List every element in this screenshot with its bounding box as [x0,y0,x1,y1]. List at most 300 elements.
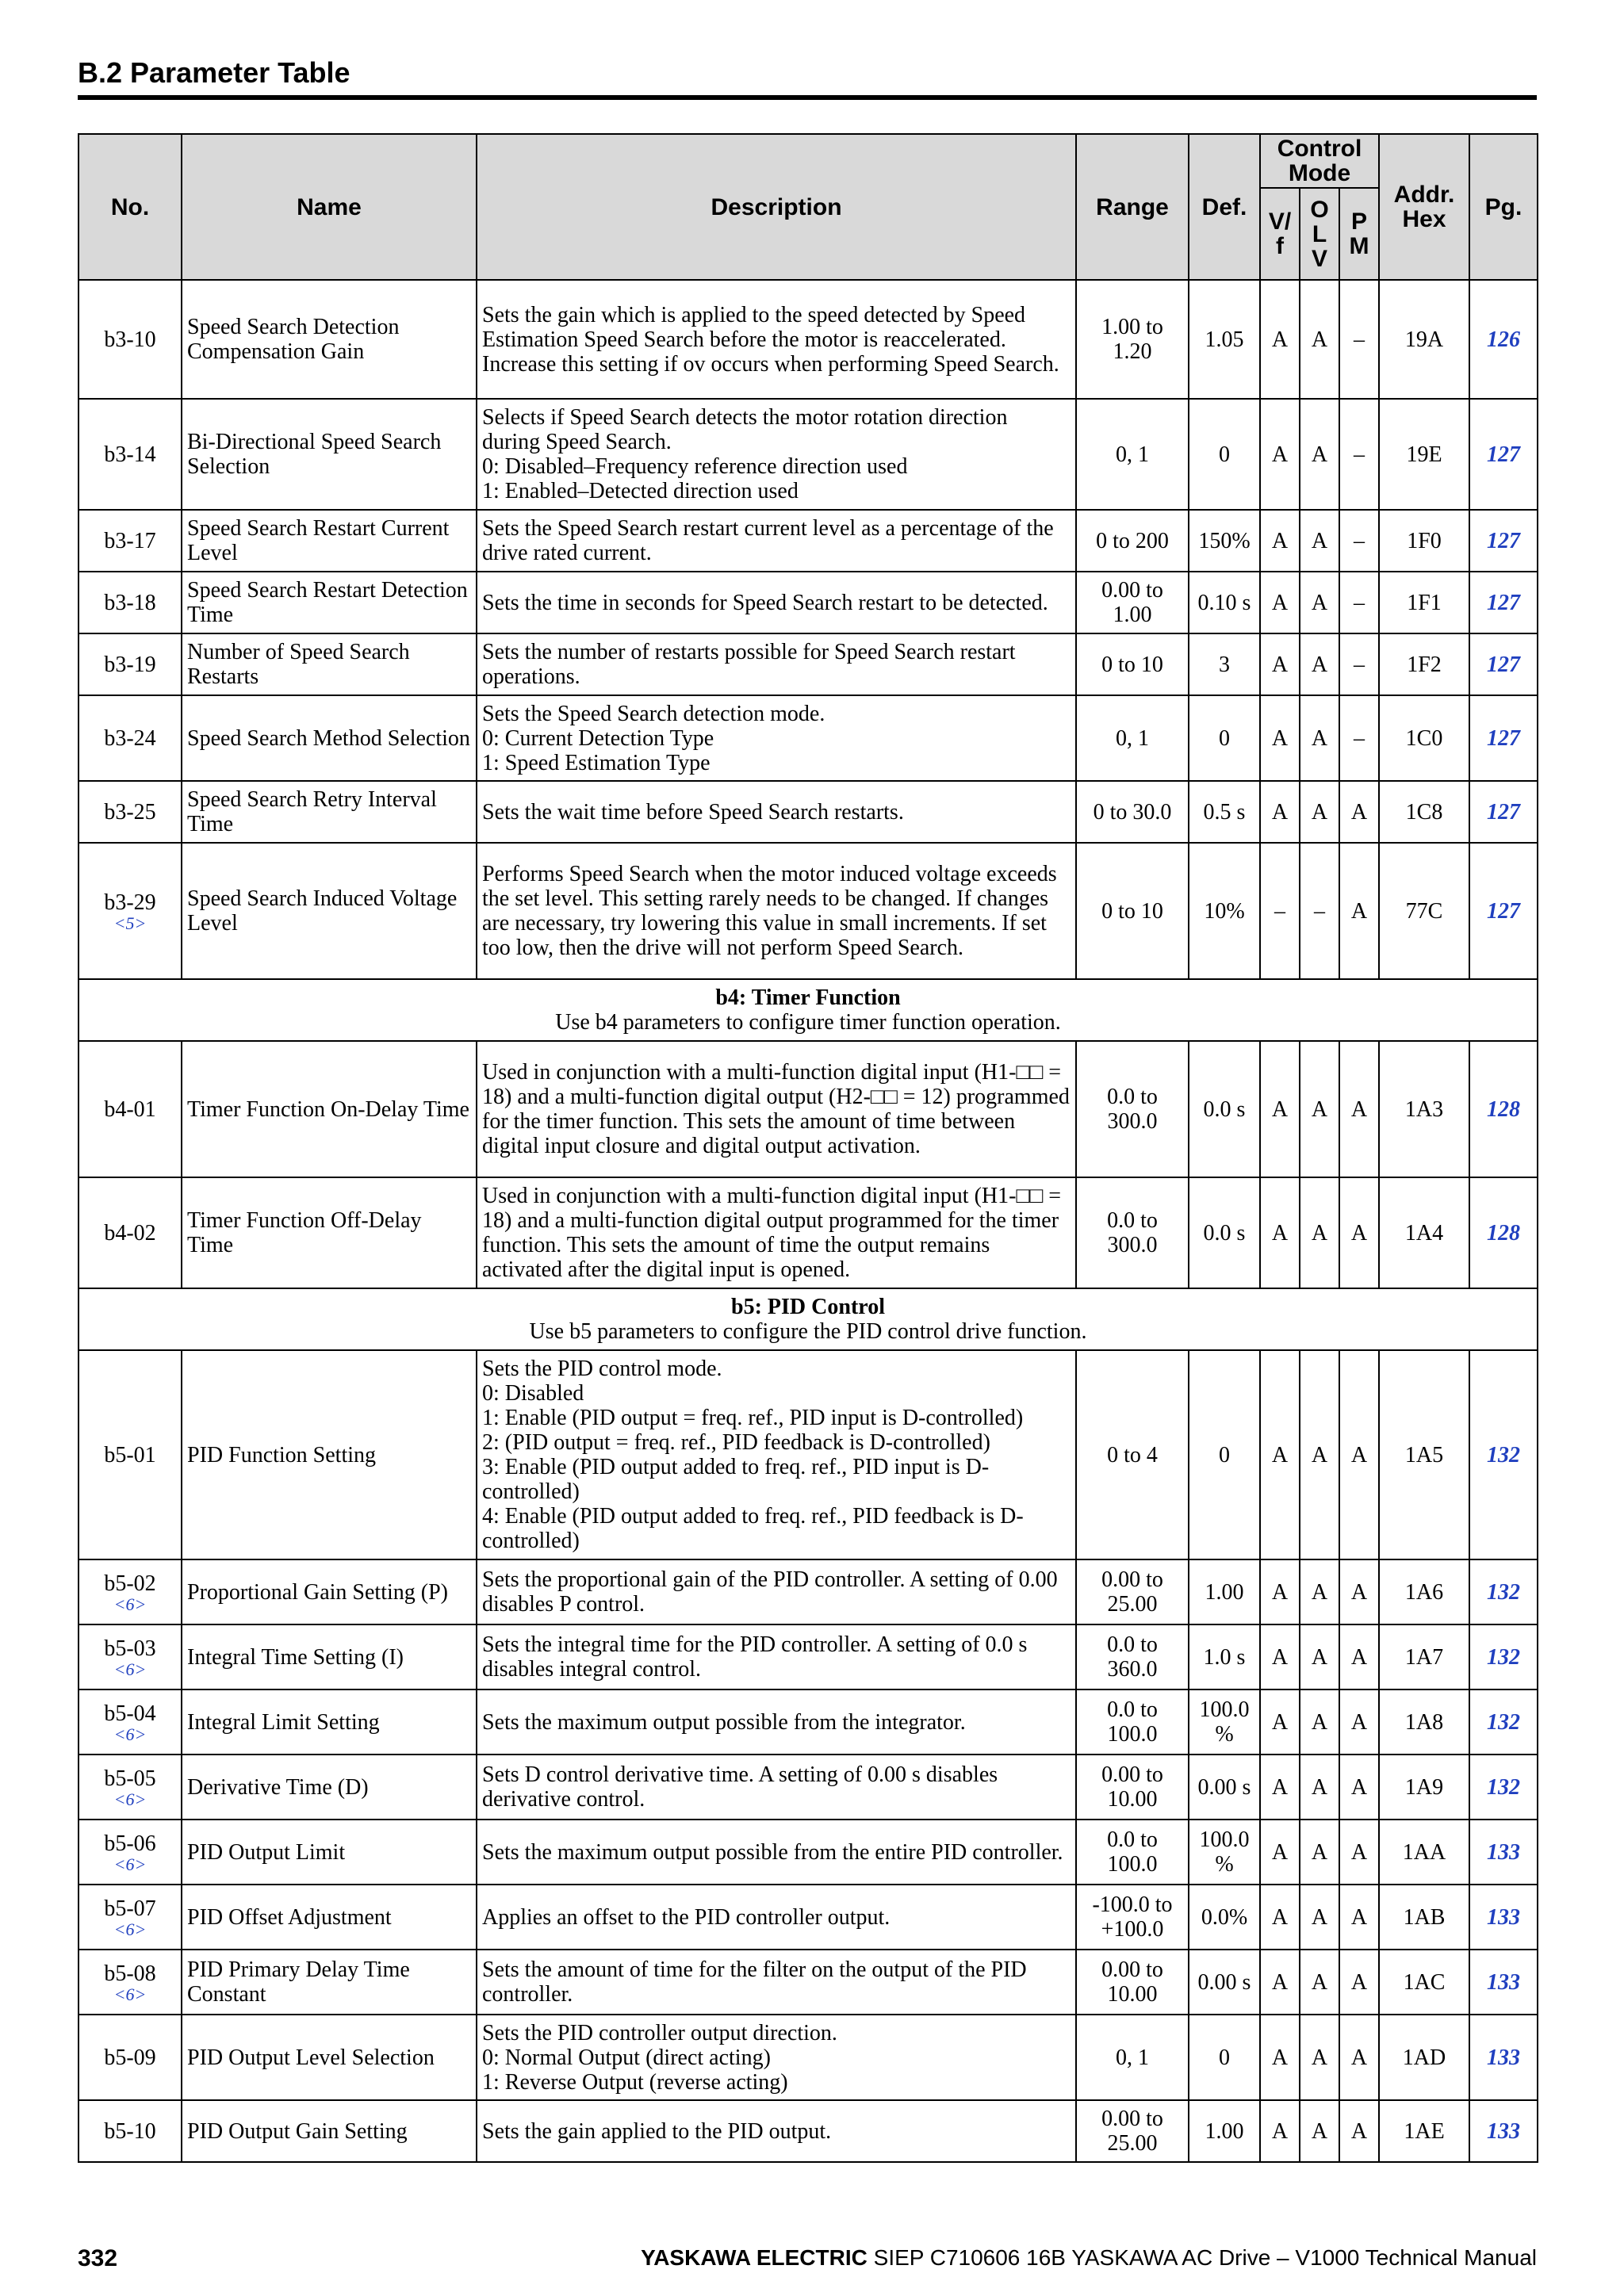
cell-range: 0.0 to 300.0 [1076,1041,1189,1177]
cell-mode-pm: A [1339,843,1379,979]
cell-mode-olv: A [1300,1820,1339,1885]
cell-mode-vf: A [1260,1689,1300,1755]
cell-addr: 1F2 [1379,633,1469,695]
cell-range: -100.0 to +100.0 [1076,1885,1189,1950]
table-body [79,280,1538,2162]
cell-mode-olv: A [1300,1041,1339,1177]
cell-mode-olv: A [1300,2015,1339,2100]
cell-no [79,781,182,843]
table-row [79,1755,1538,1820]
cell-mode-pm: A [1339,1350,1379,1559]
description-line: Sets the time in seconds for Speed Search restart to be detected. [482,590,1048,615]
cell-description [477,280,1076,399]
cell-description [477,695,1076,781]
cell-range: 0, 1 [1076,2015,1189,2100]
cell-description [477,1885,1076,1950]
page-link[interactable]: 127 [1469,633,1538,695]
group-header-cell [79,979,1538,1041]
table-row [79,1624,1538,1689]
cell-no [79,1885,182,1950]
cell-name: Bi-Directional Speed Search Selection [182,399,477,510]
parameter-number: b4-01 [104,1096,156,1122]
cell-mode-vf: A [1260,1950,1300,2015]
cell-name: PID Function Setting [182,1350,477,1559]
parameter-number: b3-24 [104,725,156,751]
page-link[interactable]: 133 [1469,2100,1538,2162]
page-link[interactable]: 133 [1469,1885,1538,1950]
cell-name: Speed Search Detection Compensation Gain [182,280,477,399]
table-row [79,695,1538,781]
table-row [79,2015,1538,2100]
footnote-link[interactable]: <6> [113,1724,147,1744]
cell-default: 0 [1189,399,1260,510]
cell-default: 10% [1189,843,1260,979]
cell-no [79,1820,182,1885]
description-line: 0: Disabled [482,1381,584,1406]
cell-default: 0.10 s [1189,572,1260,633]
cell-addr: 1AB [1379,1885,1469,1950]
group-subtitle: Use b5 parameters to configure the PID control drive function. [529,1319,1087,1344]
cell-range: 0.0 to 300.0 [1076,1177,1189,1288]
footer-manual-title: SIEP C710606 16B YASKAWA AC Drive – V1000 Technical Manual [867,2245,1537,2270]
group-header-row [79,1288,1538,1350]
parameter-number: b4-02 [104,1220,156,1246]
cell-mode-olv: A [1300,399,1339,510]
footnote-link[interactable]: <6> [113,1919,147,1939]
cell-no [79,1559,182,1624]
cell-default: 1.00 [1189,2100,1260,2162]
header-addr: Addr. Hex [1379,134,1469,280]
cell-mode-pm: – [1339,399,1379,510]
header-description: Description [477,134,1076,280]
cell-mode-vf: – [1260,843,1300,979]
cell-default: 0.5 s [1189,781,1260,843]
header-control-mode: Control Mode [1260,134,1379,188]
cell-addr: 1A4 [1379,1177,1469,1288]
cell-mode-olv: A [1300,510,1339,572]
cell-addr: 19A [1379,280,1469,399]
cell-default: 0 [1189,1350,1260,1559]
parameter-number: b5-04 [104,1701,156,1726]
page-link[interactable]: 133 [1469,2015,1538,2100]
group-subtitle: Use b4 parameters to configure timer function operation. [555,1010,1061,1035]
cell-mode-olv: A [1300,1177,1339,1288]
cell-default: 1.05 [1189,280,1260,399]
cell-addr: 1AD [1379,2015,1469,2100]
page-link[interactable]: 127 [1469,572,1538,633]
description-line: 4: Enable (PID output added to freq. ref., PID feedback is D-controlled) [482,1504,1024,1553]
cell-addr: 1A8 [1379,1689,1469,1755]
cell-no [79,633,182,695]
cell-description [477,1820,1076,1885]
table-row [79,843,1538,979]
cell-range: 0.00 to 10.00 [1076,1950,1189,2015]
cell-mode-pm: A [1339,1820,1379,1885]
cell-range: 0 to 30.0 [1076,781,1189,843]
parameter-number: b5-03 [104,1636,156,1661]
cell-mode-vf: A [1260,1041,1300,1177]
cell-addr: 1A3 [1379,1041,1469,1177]
cell-name: Speed Search Restart Current Level [182,510,477,572]
cell-range: 0.00 to 25.00 [1076,2100,1189,2162]
cell-mode-pm: – [1339,510,1379,572]
description-line: 0: Normal Output (direct acting) [482,2045,771,2070]
cell-no [79,1041,182,1177]
table-row [79,633,1538,695]
cell-mode-vf: A [1260,399,1300,510]
description-line: Sets the proportional gain of the PID controller. A setting of 0.00 disables P control. [482,1567,1058,1617]
group-title: b4: Timer Function [715,985,901,1010]
description-line: 0: Current Detection Type [482,725,714,751]
description-line: Sets the maximum output possible from the integrator. [482,1709,966,1735]
cell-mode-vf: A [1260,1177,1300,1288]
description-line: Sets the maximum output possible from the entire PID controller. [482,1839,1063,1865]
cell-mode-pm: A [1339,2015,1379,2100]
cell-mode-pm: A [1339,1041,1379,1177]
cell-addr: 1A5 [1379,1350,1469,1559]
description-line: Sets the PID controller output direction. [482,2020,837,2045]
parameter-number: b5-07 [104,1896,156,1921]
parameter-number: b5-02 [104,1571,156,1596]
parameter-number: b3-14 [104,442,156,467]
cell-default: 0.0% [1189,1885,1260,1950]
parameter-number: b3-25 [104,799,156,825]
cell-default: 0.00 s [1189,1755,1260,1820]
cell-range: 0.0 to 360.0 [1076,1624,1189,1689]
cell-no [79,2100,182,2162]
cell-default: 0.0 s [1189,1041,1260,1177]
cell-name: PID Primary Delay Time Constant [182,1950,477,2015]
cell-mode-vf: A [1260,695,1300,781]
parameter-table [78,133,1538,2163]
cell-addr: 1A9 [1379,1755,1469,1820]
cell-default: 100.0 % [1189,1820,1260,1885]
table-row [79,2100,1538,2162]
cell-default: 0.0 s [1189,1177,1260,1288]
cell-default: 100.0 % [1189,1689,1260,1755]
cell-mode-pm: A [1339,1755,1379,1820]
cell-description [477,1624,1076,1689]
header-no: No. [79,134,182,280]
cell-mode-vf: A [1260,1559,1300,1624]
cell-description [477,1559,1076,1624]
page-link[interactable]: 127 [1469,695,1538,781]
cell-mode-olv: A [1300,695,1339,781]
description-line: 1: Enabled–Detected direction used [482,479,799,503]
group-header-row [79,979,1538,1041]
cell-range: 1.00 to 1.20 [1076,280,1189,399]
cell-mode-pm: – [1339,633,1379,695]
group-title: b5: PID Control [731,1295,885,1319]
cell-no [79,510,182,572]
footnote-link[interactable]: <6> [113,1984,147,2004]
parameter-number: b5-01 [104,1442,156,1468]
cell-description [477,399,1076,510]
cell-mode-vf: A [1260,572,1300,633]
cell-range: 0 to 4 [1076,1350,1189,1559]
table-row [79,1177,1538,1288]
description-line: Sets the amount of time for the filter on the output of the PID controller. [482,1957,1027,2007]
cell-range: 0.0 to 100.0 [1076,1820,1189,1885]
cell-default: 0 [1189,695,1260,781]
cell-description [477,1350,1076,1559]
cell-addr: 1A6 [1379,1559,1469,1624]
cell-mode-olv: A [1300,1755,1339,1820]
cell-default: 1.00 [1189,1559,1260,1624]
page-link[interactable]: 132 [1469,1559,1538,1624]
parameter-number: b5-09 [104,2045,156,2070]
cell-default: 1.0 s [1189,1624,1260,1689]
cell-mode-olv: A [1300,1624,1339,1689]
footnote-link[interactable]: <6> [113,1854,147,1874]
cell-name: PID Output Level Selection [182,2015,477,2100]
cell-mode-vf: A [1260,1885,1300,1950]
page-link[interactable]: 128 [1469,1177,1538,1288]
page-link[interactable]: 132 [1469,1689,1538,1755]
cell-name: Speed Search Restart Detection Time [182,572,477,633]
cell-name: Integral Limit Setting [182,1689,477,1755]
parameter-number: b3-19 [104,652,156,677]
cell-mode-vf: A [1260,510,1300,572]
cell-addr: 1A7 [1379,1624,1469,1689]
parameter-number: b3-29 [104,890,156,915]
table-row [79,1950,1538,2015]
cell-name: PID Offset Adjustment [182,1885,477,1950]
cell-default: 150% [1189,510,1260,572]
cell-description [477,781,1076,843]
cell-addr: 1F0 [1379,510,1469,572]
title-rule [78,95,1537,100]
description-line: Selects if Speed Search detects the motor rotation direction during Speed Search. [482,405,1008,454]
parameter-number: b3-18 [104,590,156,615]
description-line: Sets the integral time for the PID controller. A setting of 0.0 s disables integral control. [482,1632,1028,1682]
cell-mode-pm: A [1339,1559,1379,1624]
cell-description [477,572,1076,633]
cell-mode-vf: A [1260,1755,1300,1820]
page-link[interactable]: 132 [1469,1350,1538,1559]
cell-mode-pm: – [1339,695,1379,781]
cell-no [79,572,182,633]
description-line: Applies an offset to the PID controller output. [482,1904,891,1930]
cell-addr: 77C [1379,843,1469,979]
parameter-number: b3-17 [104,528,156,553]
description-line: Performs Speed Search when the motor induced voltage exceeds the set level. This setting rarely needs to be changed. If changes are necessary, try lowering this value in small increments. If set too low, then the drive will not perform Speed Search. [482,862,1057,960]
cell-name: Speed Search Method Selection [182,695,477,781]
description-line: 0: Disabled–Frequency reference direction used [482,454,908,479]
description-line: Sets D control derivative time. A setting of 0.00 s disables derivative control. [482,1762,998,1812]
cell-mode-pm: A [1339,1950,1379,2015]
cell-mode-olv: A [1300,572,1339,633]
footer-brand: YASKAWA ELECTRIC [641,2245,868,2270]
header-pm: P M [1339,188,1379,280]
cell-mode-vf: A [1260,633,1300,695]
header-name: Name [182,134,477,280]
description-line: 2: (PID output = freq. ref., PID feedback is D-controlled) [482,1430,990,1455]
page-number: 332 [78,2245,118,2271]
cell-description [477,1755,1076,1820]
description-line: Sets the gain which is applied to the speed detected by Speed Estimation Speed Search before the motor is reaccelerated. Increase this setting if ov occurs when performing Speed Search. [482,302,1059,377]
parameter-number: b5-06 [104,1831,156,1856]
table-row [79,1820,1538,1885]
header-range: Range [1076,134,1189,280]
description-line: 1: Speed Estimation Type [482,750,710,775]
cell-name: Speed Search Retry Interval Time [182,781,477,843]
table-row [79,399,1538,510]
cell-mode-pm: – [1339,280,1379,399]
cell-mode-vf: A [1260,1624,1300,1689]
cell-mode-olv: A [1300,1950,1339,2015]
table-header [79,134,1538,280]
page-title: B.2 Parameter Table [78,56,350,89]
cell-name: Integral Time Setting (I) [182,1624,477,1689]
description-line: Sets the wait time before Speed Search restarts. [482,799,904,825]
cell-mode-olv: A [1300,1885,1339,1950]
cell-mode-olv: A [1300,1689,1339,1755]
cell-no [79,1689,182,1755]
cell-no [79,1350,182,1559]
cell-mode-olv: – [1300,843,1339,979]
page-link[interactable]: 132 [1469,1624,1538,1689]
cell-range: 0 to 10 [1076,633,1189,695]
cell-mode-olv: A [1300,2100,1339,2162]
description-line: Sets the Speed Search restart current level as a percentage of the drive rated current. [482,516,1054,565]
cell-description [477,2100,1076,2162]
cell-mode-pm: A [1339,1689,1379,1755]
cell-default: 3 [1189,633,1260,695]
cell-addr: 1AE [1379,2100,1469,2162]
page-link[interactable]: 127 [1469,399,1538,510]
cell-range: 0.0 to 100.0 [1076,1689,1189,1755]
cell-range: 0.00 to 10.00 [1076,1755,1189,1820]
table-row [79,1689,1538,1755]
footer-text [641,2245,1537,2271]
cell-addr: 1C0 [1379,695,1469,781]
description-line: Sets the gain applied to the PID output. [482,2118,832,2144]
header-olv: O L V [1300,188,1339,280]
page-link[interactable]: 133 [1469,1820,1538,1885]
cell-description [477,1689,1076,1755]
cell-default: 0.00 s [1189,1950,1260,2015]
parameter-number: b5-05 [104,1766,156,1791]
page-link[interactable]: 133 [1469,1950,1538,2015]
parameter-number: b5-10 [104,2118,156,2144]
cell-no [79,1624,182,1689]
cell-description [477,2015,1076,2100]
cell-mode-vf: A [1260,280,1300,399]
cell-no [79,1950,182,2015]
cell-description [477,633,1076,695]
description-line: Sets the number of restarts possible for Speed Search restart operations. [482,640,1016,689]
cell-mode-pm: A [1339,1177,1379,1288]
table-row [79,280,1538,399]
cell-no [79,280,182,399]
cell-description [477,843,1076,979]
cell-no [79,399,182,510]
cell-name: Timer Function On-Delay Time [182,1041,477,1177]
cell-addr: 1C8 [1379,781,1469,843]
header-vf: V/ f [1260,188,1300,280]
cell-default: 0 [1189,2015,1260,2100]
header-def: Def. [1189,134,1260,280]
description-line: Used in conjunction with a multi-function digital input (H1-□□ = 18) and a multi-function digital output (H2-□□ = 12) programmed for the timer function. This sets the amount of time between digital input closure and digital output activation. [482,1060,1070,1158]
cell-mode-olv: A [1300,781,1339,843]
description-line: Used in conjunction with a multi-function digital input (H1-□□ = 18) and a multi-function digital output programmed for the timer function. This sets the amount of time the output remains activated after the digital input is opened. [482,1184,1062,1282]
page-link[interactable]: 132 [1469,1755,1538,1820]
page-link[interactable]: 126 [1469,280,1538,399]
header-pg: Pg. [1469,134,1538,280]
cell-mode-vf: A [1260,1820,1300,1885]
parameter-number: b5-08 [104,1961,156,1986]
page-link[interactable]: 127 [1469,781,1538,843]
page-link[interactable]: 128 [1469,1041,1538,1177]
footnote-link[interactable]: <6> [113,1789,147,1809]
cell-mode-olv: A [1300,633,1339,695]
cell-name: Speed Search Induced Voltage Level [182,843,477,979]
cell-range: 0, 1 [1076,399,1189,510]
footnote-link[interactable]: <5> [113,913,147,933]
cell-addr: 1AC [1379,1950,1469,2015]
description-line: Sets the PID control mode. [482,1357,722,1381]
footnote-link[interactable]: <6> [113,1594,147,1614]
cell-no [79,2015,182,2100]
cell-range: 0 to 10 [1076,843,1189,979]
description-line: Sets the Speed Search detection mode. [482,701,825,726]
cell-description [477,510,1076,572]
footnote-link[interactable]: <6> [113,1659,147,1679]
table-row [79,1350,1538,1559]
page-link[interactable]: 127 [1469,510,1538,572]
cell-mode-pm: A [1339,781,1379,843]
cell-no [79,1755,182,1820]
cell-range: 0.00 to 25.00 [1076,1559,1189,1624]
description-line: 1: Reverse Output (reverse acting) [482,2069,788,2095]
group-header-cell [79,1288,1538,1350]
cell-range: 0 to 200 [1076,510,1189,572]
cell-name: PID Output Limit [182,1820,477,1885]
cell-name: Number of Speed Search Restarts [182,633,477,695]
cell-name: PID Output Gain Setting [182,2100,477,2162]
description-line: 3: Enable (PID output added to freq. ref., PID input is D-controlled) [482,1455,990,1504]
cell-mode-vf: A [1260,781,1300,843]
table-row [79,1885,1538,1950]
table-row [79,1559,1538,1624]
cell-name: Proportional Gain Setting (P) [182,1559,477,1624]
cell-mode-pm: A [1339,1885,1379,1950]
table-row [79,1041,1538,1177]
description-line: 1: Enable (PID output = freq. ref., PID input is D-controlled) [482,1406,1024,1430]
cell-mode-vf: A [1260,1350,1300,1559]
cell-mode-olv: A [1300,1350,1339,1559]
cell-addr: 19E [1379,399,1469,510]
cell-mode-olv: A [1300,280,1339,399]
cell-mode-pm: – [1339,572,1379,633]
parameter-number: b3-10 [104,327,156,352]
table-row [79,510,1538,572]
cell-range: 0, 1 [1076,695,1189,781]
cell-addr: 1F1 [1379,572,1469,633]
page-link[interactable]: 127 [1469,843,1538,979]
cell-no [79,843,182,979]
cell-description [477,1177,1076,1288]
cell-name: Derivative Time (D) [182,1755,477,1820]
cell-mode-vf: A [1260,2015,1300,2100]
cell-addr: 1AA [1379,1820,1469,1885]
table-row [79,572,1538,633]
cell-no [79,1177,182,1288]
cell-description [477,1950,1076,2015]
table-row [79,781,1538,843]
cell-name: Timer Function Off-Delay Time [182,1177,477,1288]
